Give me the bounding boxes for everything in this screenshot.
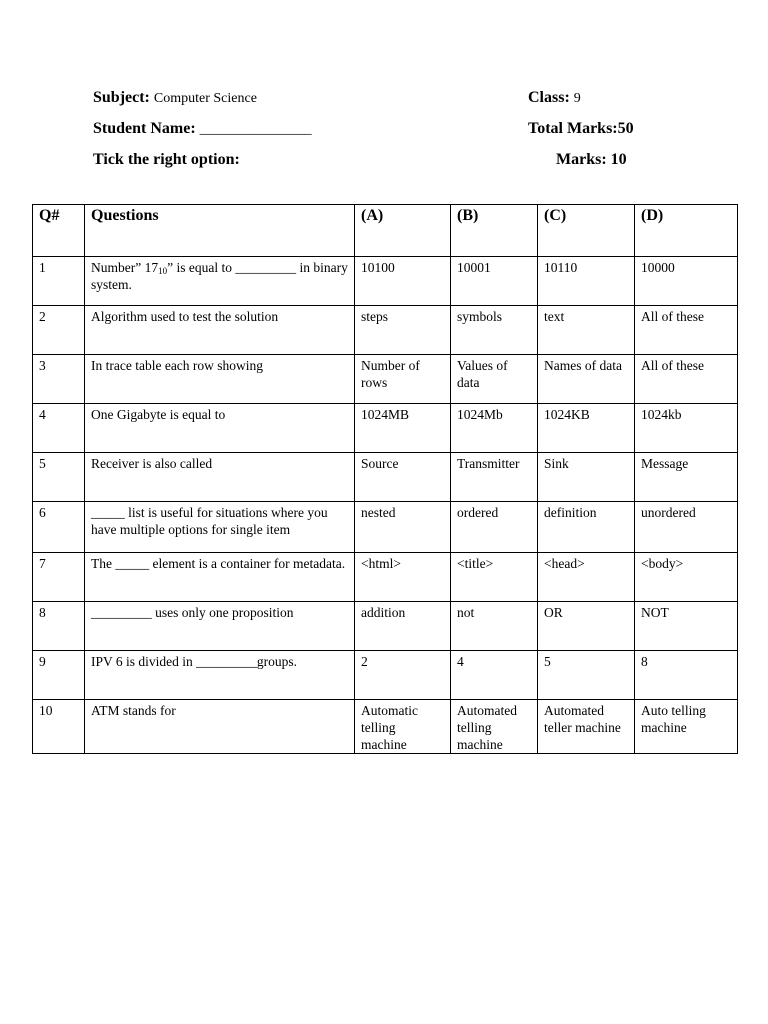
option-d[interactable]: <body>: [635, 553, 738, 602]
subject-line: [93, 88, 257, 109]
option-a[interactable]: steps: [355, 306, 451, 355]
option-c[interactable]: 10110: [538, 257, 635, 306]
subject-label: Subject:: [93, 89, 150, 106]
question-text: Algorithm used to test the solution: [85, 306, 355, 355]
question-text: In trace table each row showing: [85, 355, 355, 404]
option-c[interactable]: Names of data: [538, 355, 635, 404]
question-text: _____ list is useful for situations where you have multiple options for single item: [85, 502, 355, 553]
table-row: [33, 651, 738, 700]
option-b[interactable]: not: [451, 602, 538, 651]
table-row: [33, 306, 738, 355]
question-number: 8: [33, 602, 85, 651]
option-c[interactable]: 1024KB: [538, 404, 635, 453]
option-d[interactable]: 10000: [635, 257, 738, 306]
option-b[interactable]: 4: [451, 651, 538, 700]
column-header-a: (A): [355, 205, 451, 257]
option-a[interactable]: nested: [355, 502, 451, 553]
option-a[interactable]: 10100: [355, 257, 451, 306]
option-b[interactable]: Transmitter: [451, 453, 538, 502]
option-d[interactable]: All of these: [635, 355, 738, 404]
mcq-table: [32, 204, 738, 754]
student-name-blank: ________________: [199, 122, 312, 137]
option-d[interactable]: NOT: [635, 602, 738, 651]
option-b[interactable]: 10001: [451, 257, 538, 306]
table-row: [33, 602, 738, 651]
question-text: [85, 257, 355, 306]
option-b[interactable]: symbols: [451, 306, 538, 355]
subscript-base: 10: [158, 266, 168, 276]
question-text: The _____ element is a container for metadata.: [85, 553, 355, 602]
total-marks-line: [528, 119, 634, 139]
question-number: 4: [33, 404, 85, 453]
option-c[interactable]: 5: [538, 651, 635, 700]
instruction-text: Tick the right option:: [93, 151, 240, 168]
column-header-c: (C): [538, 205, 635, 257]
column-header-qnum: Q#: [33, 205, 85, 257]
table-row: [33, 502, 738, 553]
option-a[interactable]: Source: [355, 453, 451, 502]
table-row: [33, 355, 738, 404]
question-text-part: ” is equal to _________ in binary system.: [91, 260, 348, 292]
table-row: [33, 453, 738, 502]
class-label: Class:: [528, 89, 570, 106]
table-row: [33, 553, 738, 602]
instruction-line: [93, 150, 240, 170]
question-text: ATM stands for: [85, 700, 355, 754]
option-c[interactable]: <head>: [538, 553, 635, 602]
option-a[interactable]: 1024MB: [355, 404, 451, 453]
table-row: [33, 404, 738, 453]
option-c[interactable]: definition: [538, 502, 635, 553]
question-text: _________ uses only one proposition: [85, 602, 355, 651]
student-name-label: Student Name:: [93, 120, 196, 137]
section-marks: Marks: 10: [556, 151, 627, 168]
question-number: 7: [33, 553, 85, 602]
question-number: 1: [33, 257, 85, 306]
column-header-questions: Questions: [85, 205, 355, 257]
student-name-line: [93, 119, 312, 140]
table-header-row: [33, 205, 738, 257]
option-d[interactable]: Message: [635, 453, 738, 502]
option-a[interactable]: Number of rows: [355, 355, 451, 404]
table-row: [33, 257, 738, 306]
option-c[interactable]: Automated teller machine: [538, 700, 635, 754]
option-c[interactable]: text: [538, 306, 635, 355]
question-number: 10: [33, 700, 85, 754]
option-b[interactable]: Values of data: [451, 355, 538, 404]
class-value: 9: [573, 91, 581, 106]
option-d[interactable]: 8: [635, 651, 738, 700]
question-text: Receiver is also called: [85, 453, 355, 502]
option-d[interactable]: All of these: [635, 306, 738, 355]
option-c[interactable]: OR: [538, 602, 635, 651]
marks-line: [556, 150, 627, 170]
column-header-b: (B): [451, 205, 538, 257]
option-b[interactable]: 1024Mb: [451, 404, 538, 453]
question-number: 9: [33, 651, 85, 700]
option-d[interactable]: 1024kb: [635, 404, 738, 453]
question-text: IPV 6 is divided in _________groups.: [85, 651, 355, 700]
question-number: 5: [33, 453, 85, 502]
question-number: 2: [33, 306, 85, 355]
question-number: 3: [33, 355, 85, 404]
option-a[interactable]: <html>: [355, 553, 451, 602]
question-text: One Gigabyte is equal to: [85, 404, 355, 453]
option-b[interactable]: Automated telling machine: [451, 700, 538, 754]
subject-value: Computer Science: [153, 91, 257, 106]
question-number: 6: [33, 502, 85, 553]
table-row: [33, 700, 738, 754]
option-d[interactable]: Auto telling machine: [635, 700, 738, 754]
option-a[interactable]: Automatic telling machine: [355, 700, 451, 754]
option-d[interactable]: unordered: [635, 502, 738, 553]
class-line: [528, 88, 581, 109]
column-header-d: (D): [635, 205, 738, 257]
option-c[interactable]: Sink: [538, 453, 635, 502]
option-a[interactable]: addition: [355, 602, 451, 651]
question-text-part: Number” 17: [91, 260, 159, 275]
option-b[interactable]: ordered: [451, 502, 538, 553]
option-b[interactable]: <title>: [451, 553, 538, 602]
option-a[interactable]: 2: [355, 651, 451, 700]
total-marks: Total Marks:50: [528, 120, 634, 137]
